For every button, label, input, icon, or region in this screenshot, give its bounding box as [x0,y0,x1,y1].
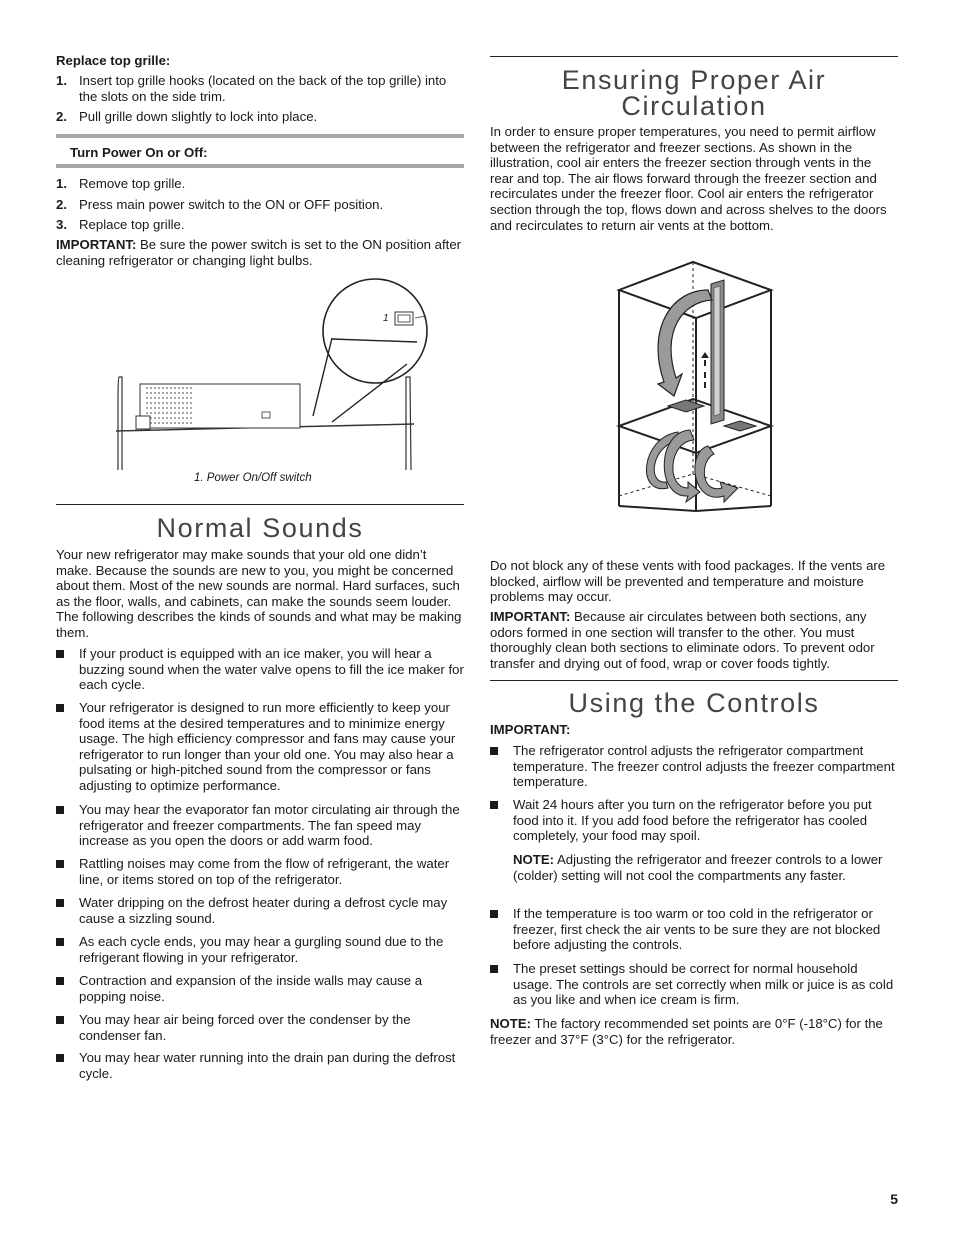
list-item: Your refrigerator is designed to run more efficiently to keep your food items at the desired temperatures and to minimize energy usage. The high efficiency compressor and fans may cause your refrigerator to run longer than your old one. You may also hear a pulsating or high-pitched sound from the compressor or fans adjusting to optimize performance. [56,700,464,794]
bullet-icon [490,747,498,755]
controls-note: NOTE: Adjusting the refrigerator and freezer controls to a lower (colder) setting will not cool the compartments any faster. [513,852,883,883]
bullet-icon [56,1016,64,1024]
factory-setpoint-note: NOTE: The factory recommended set points are 0°F (-18°C) for the freezer and 37°F (3°C) for the refrigerator. [490,1016,883,1047]
air-circulation-heading: Ensuring Proper Air Circulation [561,65,827,121]
list-item: 3. Replace top grille. [56,217,185,232]
figure-caption: 1. Power On/Off switch [194,472,312,484]
list-item: As each cycle ends, you may hear a gurgling sound due to the refrigerant flowing in your refrigerator. [56,934,464,965]
list-item: Contraction and expansion of the inside walls may cause a popping noise. [56,973,464,1004]
bullet-icon [56,938,64,946]
list-item: 1. Remove top grille. [56,176,186,191]
bullet-icon [490,965,498,973]
list-item: 2. Press main power switch to the ON or OFF position. [56,197,384,212]
bullet-icon [56,977,64,985]
callout-number: 1 [383,313,389,324]
section-divider [56,164,464,168]
list-item: You may hear the evaporator fan motor circulating air through the refrigerator and freezer compartments. The fan speed may increase as you open the doors or add warm food. [56,802,464,849]
air-important-note: IMPORTANT: Because air circulates between both sections, any odors formed in one section will transfer to the other. You must thoroughly clean both sections to eliminate odors. To prevent odor transfer and drying out of food, wrap or cover foods tightly. [490,609,875,671]
list-item: Wait 24 hours after you turn on the refrigerator before you put food into it. If you add food before the refrigerator has cooled completely, your food may spoil. [490,797,898,844]
airflow-illustration [616,260,776,516]
bullet-icon [490,801,498,809]
air-circulation-intro: In order to ensure proper temperatures, you need to permit airflow between the refrigerator and freezer sections. As shown in the illustration, cool air enters the freezer section through vents in the rear and top. The air flows forward through the freezer section and recirculates under the freezer floor. Cool air enters the refrigerator section through the top, flows down and across shelves to the doors and recirculates to return air vents at the bottom. [490,124,887,233]
bullet-icon [56,704,64,712]
power-important-note: IMPORTANT: Be sure the power switch is set to the ON position after cleaning refrigerator or changing light bulbs. [56,237,462,268]
section-rule [490,680,898,681]
using-controls-heading: Using the Controls [568,688,820,718]
replace-grille-heading: Replace top grille: [56,53,171,68]
list-item: The preset settings should be correct for normal household usage. The controls are set correctly when milk or juice is as cold as you like and when ice cream is firm. [490,961,898,1008]
list-item: If your product is equipped with an ice maker, you will hear a buzzing sound when the water valve opens to fill the ice maker for each cycle. [56,646,464,693]
bullet-icon [56,899,64,907]
power-heading: Turn Power On or Off: [70,145,208,160]
section-divider [56,134,464,138]
controls-important-label: IMPORTANT: [490,722,571,737]
list-item: You may hear air being forced over the condenser by the condenser fan. [56,1012,464,1043]
section-rule [56,504,464,505]
normal-sounds-heading: Normal Sounds [156,513,364,543]
bullet-icon [56,860,64,868]
bullet-icon [56,1054,64,1062]
list-item: 2. Pull grille down slightly to lock into place. [56,109,318,124]
page-number: 5 [890,1191,898,1207]
section-rule [490,56,898,57]
air-warning: Do not block any of these vents with food packages. If the vents are blocked, airflow will be prevented and temperature and moisture problems may occur. [490,558,886,605]
bullet-icon [56,806,64,814]
list-item: You may hear water running into the drain pan during the defrost cycle. [56,1050,464,1081]
list-item: If the temperature is too warm or too cold in the refrigerator or freezer, first check the air vents to be sure they are not blocked before adjusting the controls. [490,906,898,953]
bullet-icon [56,650,64,658]
power-switch-illustration [110,276,430,472]
list-item: Rattling noises may come from the flow of refrigerant, the water line, or items stored on top of the refrigerator. [56,856,464,887]
list-item: Water dripping on the defrost heater during a defrost cycle may cause a sizzling sound. [56,895,464,926]
list-item: The refrigerator control adjusts the refrigerator compartment temperature. The freezer control adjusts the freezer compartment temperature. [490,743,898,790]
bullet-icon [490,910,498,918]
normal-sounds-intro: Your new refrigerator may make sounds that your old one didn’t make. Because the sounds are new to you, you might be concerned about them. Most of the new sounds are normal. Hard surfaces, such as the floor, walls, and cabinets, can make the sounds seem louder. The following describes the kinds of sounds and what may be making them. [56,547,462,640]
list-item: 1. Insert top grille hooks (located on the back of the top grille) into the slots on the side trim. [56,73,447,104]
